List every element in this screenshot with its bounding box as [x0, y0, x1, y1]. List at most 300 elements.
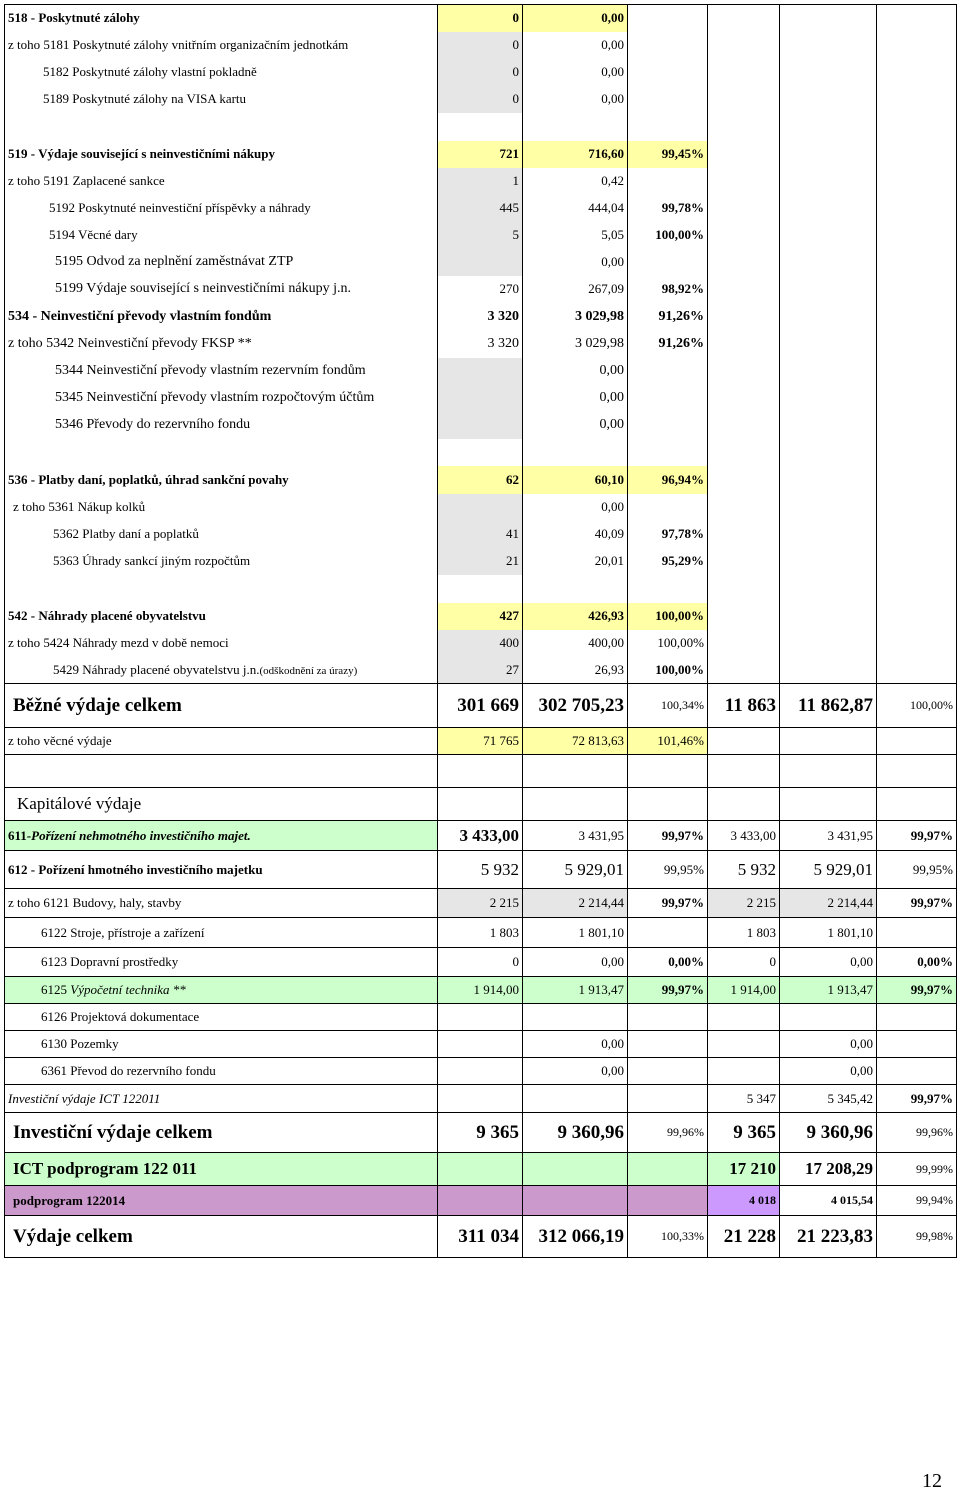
cell-percent: [628, 918, 708, 948]
row-label: 536 - Platby daní, poplatků, úhrad sankční povahy: [5, 466, 438, 494]
table-row: [5, 1004, 957, 1031]
row-label: 518 - Poskytnuté zálohy: [5, 5, 438, 32]
cell-budget: [438, 1031, 523, 1058]
cell-actual: 0,00: [523, 86, 628, 113]
cell-percent: [628, 412, 708, 439]
row-label-italic: Výpočetní technika **: [70, 982, 186, 997]
row-label: z toho 5181 Poskytnuté zálohy vnitřním organizačním jednotkám: [5, 32, 438, 59]
cell-actual-2: [780, 548, 877, 575]
cell-budget-2: 0: [708, 948, 780, 977]
cell-budget: 1: [438, 168, 523, 195]
cell-percent-2: 99,99%: [877, 1153, 957, 1186]
cell-budget: [438, 494, 523, 521]
cell-percent-2: [877, 168, 957, 195]
cell-percent: [628, 494, 708, 521]
cell-budget: 400: [438, 630, 523, 657]
cell-percent: 99,97%: [628, 889, 708, 918]
cell-actual-2: [780, 575, 877, 603]
table-row: [5, 222, 957, 249]
cell-actual-2: [780, 5, 877, 32]
cell-budget: 3 433,00: [438, 821, 523, 851]
cell-budget: [438, 1153, 523, 1186]
row-label: [5, 113, 438, 141]
cell-budget-2: 5 347: [708, 1085, 780, 1113]
cell-percent-2: 100,00%: [877, 684, 957, 728]
cell-budget: 9 365: [438, 1113, 523, 1153]
table-row: [5, 548, 957, 575]
cell-percent: 100,00%: [628, 222, 708, 249]
cell-actual-2: [780, 657, 877, 684]
cell-actual-2: [780, 439, 877, 466]
row-label: [5, 755, 438, 788]
cell-actual-2: 17 208,29: [780, 1153, 877, 1186]
cell-percent: [628, 1058, 708, 1085]
cell-actual-2: [780, 168, 877, 195]
cell-budget: 301 669: [438, 684, 523, 728]
cell-budget: [438, 755, 523, 788]
cell-actual: 0,00: [523, 948, 628, 977]
cell-actual: 400,00: [523, 630, 628, 657]
cell-actual-2: [780, 603, 877, 630]
cell-budget-2: [708, 249, 780, 276]
table-row-spacer: [5, 575, 957, 603]
cell-actual: 1 801,10: [523, 918, 628, 948]
cell-budget: 1 803: [438, 918, 523, 948]
cell-budget: 5: [438, 222, 523, 249]
table-row: [5, 59, 957, 86]
cell-percent-2: [877, 439, 957, 466]
cell-percent: 98,92%: [628, 276, 708, 303]
cell-budget-2: [708, 141, 780, 168]
cell-actual: 9 360,96: [523, 1113, 628, 1153]
table-row-section: [5, 788, 957, 821]
row-label: z toho 5191 Zaplacené sankce: [5, 168, 438, 195]
cell-percent-2: [877, 358, 957, 385]
cell-percent: 100,00%: [628, 657, 708, 684]
cell-actual: 5,05: [523, 222, 628, 249]
cell-actual: 312 066,19: [523, 1216, 628, 1258]
row-label: 5199 Výdaje související s neinvestičními nákupy j.n.: [5, 276, 438, 303]
table-row: [5, 889, 957, 918]
cell-percent: [628, 249, 708, 276]
row-label-code: 611-: [8, 827, 32, 843]
cell-budget: [438, 385, 523, 412]
cell-percent-2: [877, 32, 957, 59]
cell-budget: 2 215: [438, 889, 523, 918]
cell-budget-2: [708, 575, 780, 603]
cell-percent-2: 99,97%: [877, 889, 957, 918]
cell-percent-2: [877, 575, 957, 603]
row-label: 542 - Náhrady placené obyvatelstvu: [5, 603, 438, 630]
cell-budget-2: [708, 548, 780, 575]
cell-budget-2: [708, 59, 780, 86]
row-label: Investiční výdaje ICT 122011: [5, 1085, 438, 1113]
cell-percent-2: [877, 5, 957, 32]
table-row-spacer: [5, 113, 957, 141]
cell-actual-2: 0,00: [780, 948, 877, 977]
cell-percent: 100,33%: [628, 1216, 708, 1258]
row-label: 6122 Stroje, přístroje a zařízení: [5, 918, 438, 948]
cell-percent: 97,78%: [628, 521, 708, 548]
cell-actual-2: 5 345,42: [780, 1085, 877, 1113]
cell-budget-2: 21 228: [708, 1216, 780, 1258]
cell-percent-2: 99,98%: [877, 1216, 957, 1258]
cell-actual-2: [780, 276, 877, 303]
cell-percent-2: [877, 331, 957, 358]
cell-actual: 716,60: [523, 141, 628, 168]
row-label: 5344 Neinvestiční převody vlastním rezervním fondům: [5, 358, 438, 385]
cell-actual: 444,04: [523, 195, 628, 222]
cell-budget-2: [708, 113, 780, 141]
cell-actual-2: 0,00: [780, 1058, 877, 1085]
cell-budget: 5 932: [438, 851, 523, 889]
table-row: [5, 728, 957, 755]
row-label: Běžné výdaje celkem: [5, 684, 438, 728]
cell-budget-2: [708, 603, 780, 630]
table-row: [5, 630, 957, 657]
cell-actual: 20,01: [523, 548, 628, 575]
cell-actual-2: [780, 755, 877, 788]
cell-actual: 1 913,47: [523, 977, 628, 1004]
cell-budget-2: [708, 1058, 780, 1085]
cell-percent-2: [877, 755, 957, 788]
table-row: [5, 1031, 957, 1058]
cell-percent-2: 99,97%: [877, 821, 957, 851]
cell-budget-2: 3 433,00: [708, 821, 780, 851]
cell-actual-2: [780, 222, 877, 249]
cell-percent: 99,45%: [628, 141, 708, 168]
cell-actual-2: [780, 521, 877, 548]
row-label: [5, 821, 438, 851]
cell-budget-2: [708, 657, 780, 684]
cell-percent-2: [877, 59, 957, 86]
cell-percent-2: [877, 195, 957, 222]
cell-percent: 95,29%: [628, 548, 708, 575]
cell-percent-2: [877, 141, 957, 168]
row-label: 5182 Poskytnuté zálohy vlastní pokladně: [5, 59, 438, 86]
cell-budget: 27: [438, 657, 523, 684]
cell-percent: 99,96%: [628, 1113, 708, 1153]
table-row: [5, 168, 957, 195]
cell-actual-2: [780, 303, 877, 331]
cell-actual: [523, 1004, 628, 1031]
cell-percent: 0,00%: [628, 948, 708, 977]
cell-percent-2: [877, 603, 957, 630]
cell-actual: 0,00: [523, 32, 628, 59]
cell-percent: 100,34%: [628, 684, 708, 728]
cell-actual-2: [780, 195, 877, 222]
cell-actual-2: [780, 385, 877, 412]
cell-percent: [628, 575, 708, 603]
cell-actual-2: [780, 1004, 877, 1031]
table-row-total: [5, 684, 957, 728]
cell-percent: 99,95%: [628, 851, 708, 889]
cell-budget-2: [708, 86, 780, 113]
cell-actual-2: 0,00: [780, 1031, 877, 1058]
cell-budget: 270: [438, 276, 523, 303]
cell-percent-2: 99,97%: [877, 977, 957, 1004]
cell-budget: 427: [438, 603, 523, 630]
cell-percent-2: [877, 249, 957, 276]
cell-budget: 71 765: [438, 728, 523, 755]
cell-percent: 99,97%: [628, 821, 708, 851]
table-row: [5, 276, 957, 303]
row-label: 5192 Poskytnuté neinvestiční příspěvky a náhrady: [5, 195, 438, 222]
cell-budget: 21: [438, 548, 523, 575]
row-label: z toho 5424 Náhrady mezd v době nemoci: [5, 630, 438, 657]
cell-actual-2: [780, 494, 877, 521]
cell-budget-2: [708, 521, 780, 548]
row-label: 5194 Věcné dary: [5, 222, 438, 249]
table-row: [5, 521, 957, 548]
cell-percent: [628, 1186, 708, 1216]
row-label: ICT podprogram 122 011: [5, 1153, 438, 1186]
cell-percent-2: [877, 521, 957, 548]
cell-actual: [523, 113, 628, 141]
table-row: [5, 249, 957, 276]
cell-actual-2: 3 431,95: [780, 821, 877, 851]
cell-percent-2: 99,96%: [877, 1113, 957, 1153]
table-row: [5, 86, 957, 113]
cell-actual: 0,00: [523, 494, 628, 521]
cell-percent: [628, 113, 708, 141]
table-row: [5, 358, 957, 385]
cell-actual: 72 813,63: [523, 728, 628, 755]
cell-percent: [628, 1153, 708, 1186]
page-number: 12: [922, 1470, 942, 1492]
cell-percent-2: [877, 1058, 957, 1085]
cell-budget-2: [708, 222, 780, 249]
cell-percent: 100,00%: [628, 630, 708, 657]
cell-budget-2: [708, 195, 780, 222]
cell-budget-2: [708, 168, 780, 195]
table-row: [5, 466, 957, 494]
cell-actual-2: [780, 59, 877, 86]
cell-budget-2: 1 803: [708, 918, 780, 948]
cell-percent-2: [877, 86, 957, 113]
cell-percent-2: [877, 1004, 957, 1031]
cell-budget: 311 034: [438, 1216, 523, 1258]
row-label: [5, 977, 438, 1004]
cell-budget: [438, 412, 523, 439]
table-row: [5, 141, 957, 168]
cell-percent-2: 99,94%: [877, 1186, 957, 1216]
cell-percent: [628, 59, 708, 86]
cell-actual: [523, 439, 628, 466]
cell-actual-2: [780, 412, 877, 439]
row-label: 6361 Převod do rezervního fondu: [5, 1058, 438, 1085]
cell-budget-2: [708, 788, 780, 821]
cell-actual-2: [780, 728, 877, 755]
cell-percent-2: [877, 276, 957, 303]
table-row: [5, 1085, 957, 1113]
cell-actual-2: 21 223,83: [780, 1216, 877, 1258]
cell-budget: 445: [438, 195, 523, 222]
cell-budget: [438, 249, 523, 276]
cell-percent: [628, 168, 708, 195]
cell-actual: 26,93: [523, 657, 628, 684]
cell-budget: [438, 1058, 523, 1085]
row-label: 612 - Pořízení hmotného investičního majetku: [5, 851, 438, 889]
table-row: [5, 32, 957, 59]
cell-budget: 0: [438, 32, 523, 59]
cell-actual-2: [780, 788, 877, 821]
cell-budget: [438, 358, 523, 385]
cell-actual-2: 9 360,96: [780, 1113, 877, 1153]
cell-actual: [523, 755, 628, 788]
cell-percent-2: [877, 788, 957, 821]
table-row-spacer: [5, 439, 957, 466]
table-row-total: [5, 1113, 957, 1153]
table-row: [5, 1186, 957, 1216]
cell-percent-2: [877, 494, 957, 521]
cell-actual: 426,93: [523, 603, 628, 630]
cell-budget-2: 2 215: [708, 889, 780, 918]
row-label: podprogram 122014: [5, 1186, 438, 1216]
table-row: [5, 1058, 957, 1085]
table-row: [5, 657, 957, 684]
cell-actual-2: 11 862,87: [780, 684, 877, 728]
cell-percent: [628, 5, 708, 32]
row-label: 6126 Projektová dokumentace: [5, 1004, 438, 1031]
row-label: 6123 Dopravní prostředky: [5, 948, 438, 977]
cell-actual: 0,00: [523, 385, 628, 412]
row-label: 5346 Převody do rezervního fondu: [5, 412, 438, 439]
cell-percent: [628, 1085, 708, 1113]
cell-percent-2: [877, 1031, 957, 1058]
cell-budget: 62: [438, 466, 523, 494]
cell-actual-2: [780, 86, 877, 113]
cell-percent-2: [877, 657, 957, 684]
table-row: [5, 977, 957, 1004]
cell-actual: [523, 788, 628, 821]
cell-actual: [523, 1186, 628, 1216]
cell-budget: 3 320: [438, 331, 523, 358]
cell-percent: [628, 439, 708, 466]
cell-percent: 101,46%: [628, 728, 708, 755]
cell-percent: [628, 385, 708, 412]
row-label-note: (odškodnění za úrazy): [259, 664, 358, 677]
budget-expenditure-table: [4, 4, 957, 1258]
row-label: z toho 5361 Nákup kolků: [5, 494, 438, 521]
cell-budget-2: [708, 630, 780, 657]
row-label: [5, 439, 438, 466]
table-row: [5, 1153, 957, 1186]
table-row: [5, 5, 957, 32]
cell-budget-2: [708, 358, 780, 385]
cell-budget: [438, 575, 523, 603]
row-label: 5345 Neinvestiční převody vlastním rozpočtovým účtům: [5, 385, 438, 412]
cell-actual-2: [780, 331, 877, 358]
cell-percent-2: [877, 113, 957, 141]
cell-percent: 91,26%: [628, 303, 708, 331]
cell-percent: 99,78%: [628, 195, 708, 222]
row-label: Výdaje celkem: [5, 1216, 438, 1258]
cell-actual: 302 705,23: [523, 684, 628, 728]
table-row: [5, 603, 957, 630]
cell-actual-2: 4 015,54: [780, 1186, 877, 1216]
cell-budget: [438, 1004, 523, 1031]
cell-actual: 40,09: [523, 521, 628, 548]
cell-budget-2: [708, 412, 780, 439]
cell-budget: 0: [438, 86, 523, 113]
row-label: 5362 Platby daní a poplatků: [5, 521, 438, 548]
cell-actual: 0,42: [523, 168, 628, 195]
cell-percent: 96,94%: [628, 466, 708, 494]
cell-actual: 3 431,95: [523, 821, 628, 851]
cell-actual: 0,00: [523, 59, 628, 86]
cell-percent: [628, 86, 708, 113]
cell-actual: 3 029,98: [523, 303, 628, 331]
section-title: Kapitálové výdaje: [5, 788, 438, 821]
table-row: [5, 918, 957, 948]
cell-budget: [438, 439, 523, 466]
cell-percent-2: [877, 728, 957, 755]
cell-budget-2: [708, 331, 780, 358]
cell-actual: 0,00: [523, 1058, 628, 1085]
cell-budget: 1 914,00: [438, 977, 523, 1004]
cell-budget: 0: [438, 5, 523, 32]
row-label: [5, 575, 438, 603]
cell-actual-2: [780, 249, 877, 276]
row-label: z toho 5342 Neinvestiční převody FKSP **: [5, 331, 438, 358]
cell-percent-2: [877, 630, 957, 657]
cell-actual: 0,00: [523, 5, 628, 32]
cell-actual-2: 1 801,10: [780, 918, 877, 948]
row-label: z toho 6121 Budovy, haly, stavby: [5, 889, 438, 918]
cell-budget: 721: [438, 141, 523, 168]
row-label-code: 6125: [41, 982, 71, 997]
cell-percent-2: 99,95%: [877, 851, 957, 889]
table-row: [5, 303, 957, 331]
cell-actual-2: 5 929,01: [780, 851, 877, 889]
row-label: 5363 Úhrady sankcí jiným rozpočtům: [5, 548, 438, 575]
table-row: [5, 195, 957, 222]
table-row-grand-total: [5, 1216, 957, 1258]
cell-percent: [628, 358, 708, 385]
row-label: z toho věcné výdaje: [5, 728, 438, 755]
cell-budget-2: [708, 466, 780, 494]
cell-budget-2: [708, 385, 780, 412]
cell-actual-2: 1 913,47: [780, 977, 877, 1004]
row-label: 519 - Výdaje související s neinvestičními nákupy: [5, 141, 438, 168]
cell-budget-2: 5 932: [708, 851, 780, 889]
cell-actual: 267,09: [523, 276, 628, 303]
row-label: 5195 Odvod za neplnění zaměstnávat ZTP: [5, 249, 438, 276]
cell-budget-2: [708, 303, 780, 331]
cell-actual: [523, 1153, 628, 1186]
table-row: [5, 331, 957, 358]
row-label: 534 - Neinvestiční převody vlastním fondům: [5, 303, 438, 331]
table-row-spacer: [5, 755, 957, 788]
cell-percent: 99,97%: [628, 977, 708, 1004]
table-row: [5, 412, 957, 439]
cell-actual-2: [780, 358, 877, 385]
cell-percent: [628, 788, 708, 821]
cell-percent: [628, 32, 708, 59]
table-row: [5, 821, 957, 851]
cell-percent-2: 99,97%: [877, 1085, 957, 1113]
cell-budget-2: 9 365: [708, 1113, 780, 1153]
cell-budget: [438, 788, 523, 821]
cell-actual: [523, 575, 628, 603]
row-label-text: 5429 Náhrady placené obyvatelstvu j.n.: [53, 661, 260, 677]
cell-budget-2: [708, 276, 780, 303]
cell-percent: [628, 1031, 708, 1058]
cell-percent-2: [877, 385, 957, 412]
cell-percent-2: [877, 466, 957, 494]
cell-percent-2: [877, 222, 957, 249]
